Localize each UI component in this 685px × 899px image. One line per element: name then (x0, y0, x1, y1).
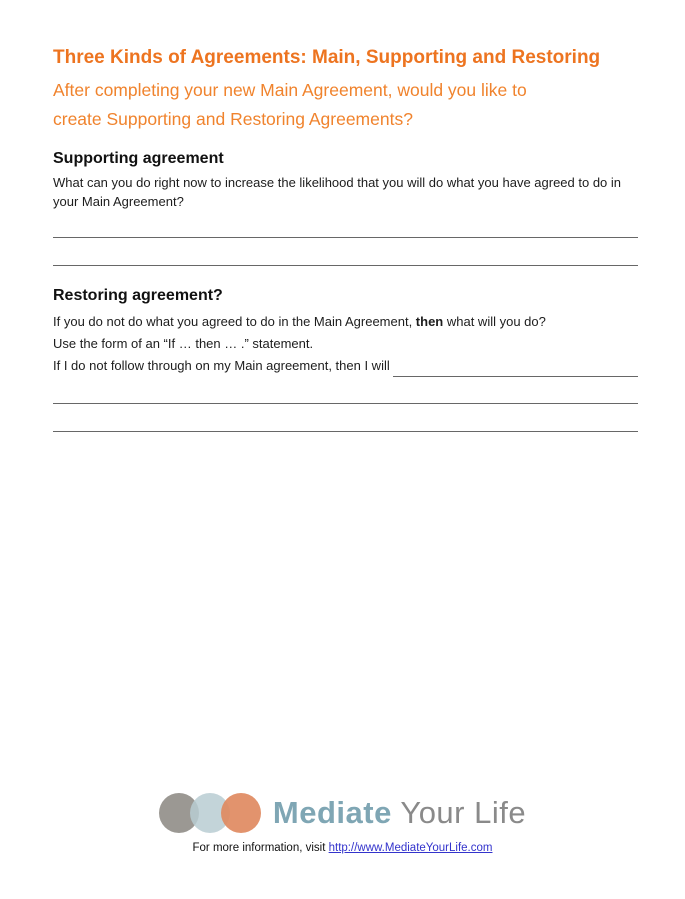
restoring-question-after: what will you do? (443, 314, 546, 329)
write-in-line (53, 431, 638, 432)
supporting-question-line-1: What can you do right now to increase the likelihood that you will do what you have agreed to do in (53, 175, 622, 190)
write-in-line (53, 265, 638, 266)
supporting-heading: Supporting agreement (53, 150, 224, 167)
footer-text: For more information, visit (192, 842, 329, 854)
restoring-question-before: If you do not do what you agreed to do in the Main Agreement, (53, 314, 416, 329)
write-in-line (53, 403, 638, 404)
supporting-question (53, 173, 638, 211)
restoring-question-bold-word: then (415, 314, 444, 329)
brand-footer (0, 793, 685, 854)
footer-info-line (193, 842, 493, 854)
page-subtitle (53, 76, 638, 133)
subtitle-line-1: After completing your new Main Agreement, would you like to (53, 80, 527, 100)
restoring-question-line (53, 311, 638, 333)
restoring-heading: Restoring agreement? (53, 287, 223, 304)
write-in-line (53, 237, 638, 238)
mediate-your-life-logo (159, 793, 526, 833)
restoring-instructions (53, 311, 638, 377)
page-title: Three Kinds of Agreements: Main, Supporting and Restoring (53, 47, 601, 68)
inline-write-in-blank (393, 360, 638, 377)
restoring-form-hint-line: Use the form of an “If … then … .” statement. (53, 336, 314, 351)
logo-circles-icon (159, 793, 261, 833)
restoring-statement-line (53, 355, 638, 377)
logo-word-your-life: Your Life (391, 795, 527, 830)
logo-circle-orange-icon (221, 793, 261, 833)
mediate-your-life-link[interactable]: http://www.MediateYourLife.com (328, 842, 493, 854)
supporting-agreement-section (53, 149, 638, 266)
restoring-agreement-section (53, 286, 638, 432)
supporting-question-line-2: your Main Agreement? (53, 194, 184, 209)
restoring-statement-prefix: If I do not follow through on my Main agreement, then I will (53, 358, 394, 373)
logo-word-mediate: Mediate (272, 795, 392, 830)
logo-wordmark (273, 795, 526, 831)
document-content (0, 0, 685, 432)
subtitle-line-2: create Supporting and Restoring Agreements? (53, 108, 413, 129)
